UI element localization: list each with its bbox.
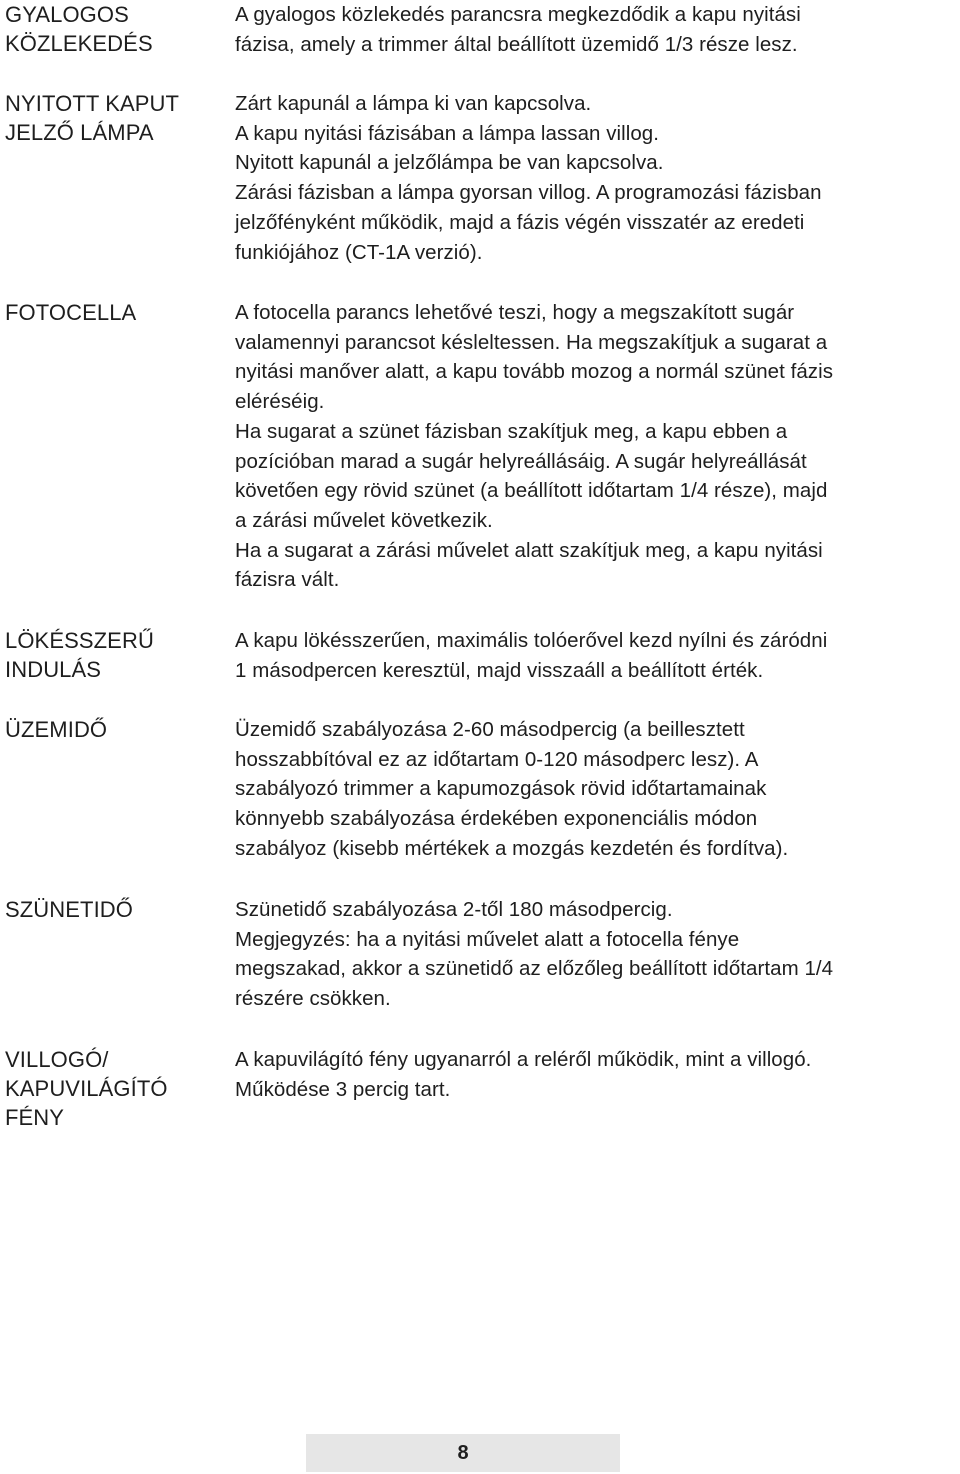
- desc-line: Üzemidő szabályozása 2-60 másodpercig (a beillesztett: [235, 718, 745, 741]
- desc-line: megszakad, akkor a szünetidő az előzőleg beállított időtartam 1/4: [235, 957, 834, 981]
- term-lokesszeru-indulas: LÖKÉSSZERŰ INDULÁS: [5, 628, 154, 682]
- desc-line: hosszabbítóval ez az időtartam 0-120 másodperc lesz). A: [235, 747, 759, 771]
- desc-line: A gyalogos közlekedés parancsra megkezdődik a kapu nyitási: [235, 3, 801, 26]
- desc-line: Megjegyzés: ha a nyitási művelet alatt a fotocella fénye: [235, 927, 740, 951]
- desc-lokesszeru-indulas: [235, 626, 960, 685]
- desc-line: Ha a sugarat a zárási művelet alatt szakítjuk meg, a kapu nyitási: [235, 538, 823, 562]
- desc-line: a zárási művelet következik.: [235, 508, 493, 532]
- desc-nyitott-kaput-jelzo-lampa: [235, 89, 960, 267]
- desc-line: nyitási manőver alatt, a kapu tovább mozog a normál szünet fázis: [235, 360, 834, 384]
- desc-line: A kapuvilágító fény ugyanarról a reléről működik, mint a villogó.: [235, 1048, 812, 1071]
- term-nyitott-kaput-jelzo-lampa: NYITOTT KAPUT JELZŐ LÁMPA: [5, 91, 180, 145]
- desc-line: szabályozó trimmer a kapumozgások rövid időtartamainak: [235, 777, 767, 801]
- desc-line: szabályoz (kisebb mértékek a mozgás kezdetén és fordítva).: [235, 836, 789, 860]
- term-fotocella: FOTOCELLA: [5, 300, 137, 325]
- desc-line: Ha sugarat a szünet fázisban szakítjuk meg, a kapu ebben a: [235, 419, 788, 443]
- desc-uzemido: [235, 715, 960, 864]
- desc-line: fázisra vált.: [235, 568, 340, 592]
- desc-line: funkiójához (CT-1A verzió).: [235, 240, 483, 264]
- term-villogo-kapuvilagito-feny: VILLOGÓ/ KAPUVILÁGÍTÓ FÉNY: [5, 1047, 168, 1130]
- desc-line: valamennyi parancsot késleltessen. Ha megszakítjuk a sugarat a: [235, 330, 828, 354]
- desc-line: pozícióban marad a sugár helyreállásáig. A sugár helyreállását: [235, 449, 807, 473]
- desc-line: részére csökken.: [235, 987, 391, 1011]
- desc-line: jelzőfényként működik, majd a fázis végén visszatér az eredeti: [235, 210, 805, 234]
- term-uzemido: ÜZEMIDŐ: [5, 717, 108, 742]
- desc-line: A kapu nyitási fázisában a lámpa lassan villog.: [235, 121, 659, 145]
- page-number: 8: [457, 1441, 469, 1464]
- desc-line: 1 másodpercen keresztül, majd visszaáll a beállított érték.: [235, 658, 764, 682]
- desc-line: Zárási fázisban a lámpa gyorsan villog. A programozási fázisban: [235, 181, 822, 205]
- desc-line: Működése 3 percig tart.: [235, 1077, 451, 1101]
- page-number-box: [306, 1434, 620, 1472]
- term-szunetido: SZÜNETIDŐ: [5, 897, 134, 922]
- desc-line: követően egy rövid szünet (a beállított időtartam 1/4 része), majd: [235, 479, 828, 503]
- desc-line: fázisa, amely a trimmer által beállított üzemidő 1/3 része lesz.: [235, 32, 798, 56]
- desc-line: könnyebb szabályozása érdekében exponenciális módon: [235, 807, 758, 831]
- desc-line: Nyitott kapunál a jelzőlámpa be van kapcsolva.: [235, 151, 664, 175]
- term-gyalogos-kozlekedes: GYALOGOS KÖZLEKEDÉS: [5, 2, 153, 56]
- desc-line: Szünetidő szabályozása 2-től 180 másodpercig.: [235, 898, 673, 921]
- desc-line: eléréséig.: [235, 390, 325, 414]
- desc-gyalogos-kozlekedes: [235, 0, 960, 59]
- desc-villogo-kapuvilagito-feny: [235, 1045, 960, 1104]
- desc-line: Zárt kapunál a lámpa ki van kapcsolva.: [235, 92, 592, 115]
- desc-line: A kapu lökésszerűen, maximális tolóerővel kezd nyílni és záródni: [235, 629, 828, 652]
- desc-fotocella: [235, 298, 960, 595]
- desc-szunetido: [235, 895, 960, 1014]
- desc-line: A fotocella parancs lehetővé teszi, hogy a megszakított sugár: [235, 301, 795, 324]
